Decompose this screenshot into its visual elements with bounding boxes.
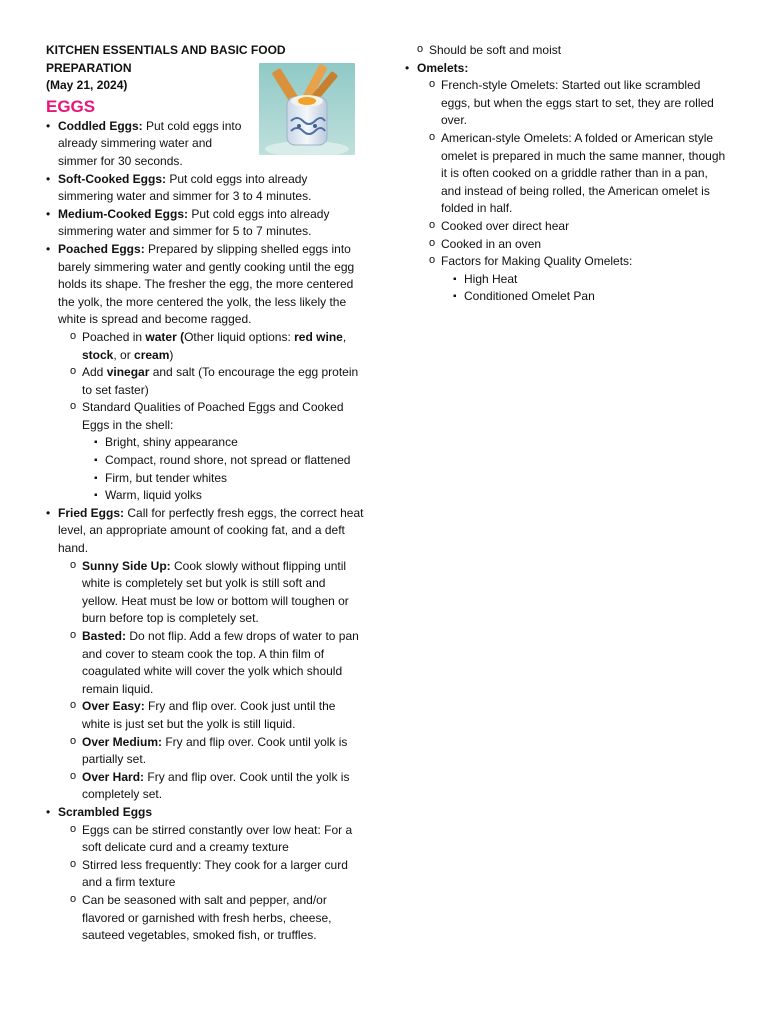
list-item-omelets: • Omelets: o French-style Omelets: Started out like scrambled eggs, but when the eggs start to set, they are rolled over. o American-style Omelets: A folded or American style omelet is prepared in much the same manner, though it is often cooked on a griddle rather than in a pan, and instead of being rolled, the American omelet is folded in half. o Cooked over direct hear o Cooked in an oven o Factors for Making Quality Omelets: ▪ High Heat ▪ Conditioned Omelet Pan (405, 60, 730, 306)
left-column (46, 42, 364, 945)
sublist-item: o Eggs can be stirred constantly over low heat: For a soft delicate curd and a creamy texture (58, 822, 364, 857)
right-column (405, 42, 730, 306)
sublist-item: o Cooked over direct hear (417, 218, 730, 236)
carry-over-list (405, 42, 730, 60)
sublist-item: o Sunny Side Up: Cook slowly without flipping until white is completely set but yolk is still soft and yellow. Heat must be low or bottom will toughen or burn before top is completely set. (58, 558, 364, 628)
sublist-item: o Over Medium: Fry and flip over. Cook until yolk is partially set. (58, 734, 364, 769)
sublist-item: o Over Easy: Fry and flip over. Cook just until the white is just set but the yolk is still liquid. (58, 698, 364, 733)
sublist-item: o Stirred less frequently: They cook for a larger curd and a firm texture (58, 857, 364, 892)
quality-item: ▪ Compact, round shore, not spread or flattened (58, 452, 364, 470)
scrambled-sublist (58, 822, 364, 945)
omelets-sublist (417, 77, 730, 306)
sublist-item: o Cooked in an oven (417, 236, 730, 254)
sublist-item: o Should be soft and moist (405, 42, 730, 60)
omelets-list (405, 60, 730, 306)
list-item-scrambled: • Scrambled Eggs o Eggs can be stirred constantly over low heat: For a soft delicate curd and a creamy texture o Stirred less frequently: They cook for a larger curd and a firm texture o Can be seasoned with salt and pepper, and/or flavored or garnished with fresh herbs, cheese, sauteed vegetables, smoked fish, or truffles. (46, 804, 364, 945)
list-item-poached: • Poached Eggs: Prepared by slipping shelled eggs into barely simmering water and gently cooking until the egg holds its shape. The fresher the egg, the more centered the yolk, the more centered the yolk, the less likely the white is spread and become ragged. o Poached in water (Other liquid options: red wine, stock, or cream) o Add vinegar and salt (To encourage the egg protein to set faster) o Standard Qualities of Poached Eggs and Cooked Eggs in the shell: ▪ Bright, shiny appearance ▪ Compact, round shore, not spread or flattened ▪ Firm, but tender whites ▪ Warm, liquid yolks (46, 241, 364, 505)
sublist-item: o American-style Omelets: A folded or American style omelet is prepared in much the same manner, though it is often cooked on a griddle rather than in a pan, and instead of being rolled, the American omelet is folded in half. (417, 130, 730, 218)
sublist-item: o Poached in water (Other liquid options: red wine, stock, or cream) (58, 329, 364, 364)
quality-item: ▪ Bright, shiny appearance (58, 434, 364, 452)
sublist-item: o Add vinegar and salt (To encourage the egg protein to set faster) (58, 364, 364, 399)
list-item-fried: • Fried Eggs: Call for perfectly fresh eggs, the correct heat level, an appropriate amount of cooking fat, and a deft hand. o Sunny Side Up: Cook slowly without flipping until white is completely set but yolk is still soft and yellow. Heat must be low or bottom will toughen or burn before top is completely set. o Basted: Do not flip. Add a few drops of water to pan and cover to steam cook the top. A thin film of coagulated white will cover the yolk which should remain liquid. o Over Easy: Fry and flip over. Cook just until the white is just set but the yolk is still liquid. o Over Medium: Fry and flip over. Cook until yolk is partially set. o Over Hard: Fry and flip over. Cook until the yolk is completely set. (46, 505, 364, 804)
sublist-item: o Factors for Making Quality Omelets: ▪ High Heat ▪ Conditioned Omelet Pan (417, 253, 730, 306)
title-date: (May 21, 2024) (46, 78, 128, 93)
document-title (46, 42, 364, 95)
fried-sublist (58, 558, 364, 804)
list-item-coddled: • Coddled Eggs: Put cold eggs into already simmering water and simmer for 30 seconds. (46, 118, 248, 171)
egg-types-list (46, 118, 364, 945)
sublist-item: o Over Hard: Fry and flip over. Cook until the yolk is completely set. (58, 769, 364, 804)
factor-item: ▪ Conditioned Omelet Pan (417, 288, 730, 306)
list-item-soft-cooked: • Soft-Cooked Eggs: Put cold eggs into already simmering water and simmer for 3 to 4 minutes. (46, 171, 364, 206)
sublist-item: o Can be seasoned with salt and pepper, and/or flavored or garnished with fresh herbs, cheese, sauteed vegetables, smoked fish, or truffles. (58, 892, 364, 945)
poached-sublist (58, 329, 364, 505)
title-text: KITCHEN ESSENTIALS AND BASIC FOOD PREPARATION (46, 43, 286, 75)
qualities-list (58, 434, 364, 504)
sublist-item: o Basted: Do not flip. Add a few drops of water to pan and cover to steam cook the top. A thin film of coagulated white will cover the yolk which should remain liquid. (58, 628, 364, 698)
factor-item: ▪ High Heat (417, 271, 730, 289)
sublist-item: o French-style Omelets: Started out like scrambled eggs, but when the eggs start to set, they are rolled over. (417, 77, 730, 130)
section-heading-eggs: EGGS (46, 96, 96, 116)
factors-list (417, 271, 730, 306)
sublist-item: o Standard Qualities of Poached Eggs and Cooked Eggs in the shell: ▪ Bright, shiny appearance ▪ Compact, round shore, not spread or flattened ▪ Firm, but tender whites ▪ Warm, liquid yolks (58, 399, 364, 505)
quality-item: ▪ Warm, liquid yolks (58, 487, 364, 505)
quality-item: ▪ Firm, but tender whites (58, 470, 364, 488)
list-item-medium-cooked: • Medium-Cooked Eggs: Put cold eggs into already simmering water and simmer for 5 to 7 minutes. (46, 206, 364, 241)
